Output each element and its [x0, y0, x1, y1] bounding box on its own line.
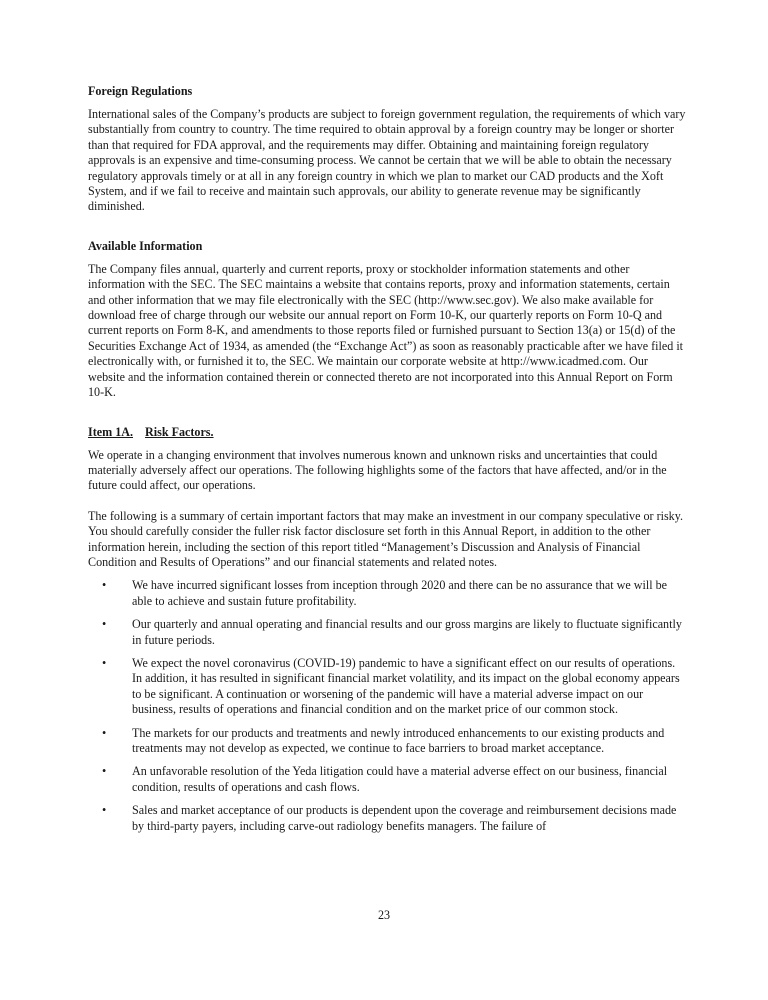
list-item-text: We expect the novel coronavirus (COVID-19) pandemic to have a significant effect on our results of operations. In addition, it has resulted in significant financial market volatility, and its impact on the global economy appears to be significant. A continuation or worsening of the pandemic will have a material adverse impact on our business, results of operations and financial condition and on the market price of our common stock.: [132, 655, 680, 717]
paragraph-foreign-regulations: International sales of the Company’s products are subject to foreign government regulation, the requirements of which vary substantially from country to country. The time required to obtain approval by a foreign country may be longer or shorter than that required for FDA approval, and the requirements may differ. Obtaining and maintaining foreign regulatory approvals is an expensive and time-consuming process. We cannot be certain that we will be able to obtain the necessary regulatory approvals timely or at all in any foreign country in which we plan to market our CAD products and the Xoft System, and if we fail to receive and maintain such approvals, our ability to generate revenue may be significantly diminished.: [88, 107, 686, 214]
section-risk-factors: [88, 425, 686, 835]
item-title: Risk Factors.: [145, 424, 214, 439]
list-item-text: We have incurred significant losses from inception through 2020 and there can be no assurance that we will be able to achieve and sustain future profitability.: [132, 578, 668, 608]
bullet-icon: •: [102, 578, 107, 593]
heading-foreign-regulations: Foreign Regulations: [88, 84, 193, 98]
bullet-icon: •: [102, 764, 107, 779]
list-item-text: Our quarterly and annual operating and financial results and our gross margins are likely to fluctuate significantly in future periods.: [132, 617, 682, 647]
list-item-text: An unfavorable resolution of the Yeda litigation could have a material adverse effect on our business, financial condition, results of operations and cash flows.: [132, 764, 668, 794]
list-item-text: Sales and market acceptance of our products is dependent upon the coverage and reimbursement decisions made by third-party payers, including carve-out radiology benefits managers. The failure of: [132, 803, 677, 833]
page-number: 23: [377, 908, 391, 922]
bullet-icon: •: [102, 803, 107, 818]
list-item-text: The markets for our products and treatments and newly introduced enhancements to our existing products and treatments may not develop as expected, we continue to face barriers to broad market acceptance.: [132, 725, 665, 755]
list-item: [88, 578, 686, 609]
paragraph-risk-summary: The following is a summary of certain important factors that may make an investment in our company speculative or risky. You should carefully consider the fuller risk factor disclosure set forth in this Annual Report, in addition to the other information herein, including the section of this report titled “Management’s Discussion and Analysis of Financial Condition and Results of Operations” and our financial statements and related notes.: [88, 508, 684, 569]
document-page: [88, 84, 686, 842]
list-item: [88, 656, 686, 718]
bullet-icon: •: [102, 617, 107, 632]
risk-summary-list: [88, 578, 686, 834]
section-foreign-regulations: [88, 84, 686, 215]
list-item: [88, 803, 686, 834]
paragraph-available-information: The Company files annual, quarterly and current reports, proxy or stockholder information statements and other information with the SEC. The SEC maintains a website that contains reports, proxy and information statements, certain and other information that we may file electronically with the SEC (http://www.sec.gov). We also make available for download free of charge through our website our annual report on Form 10-K, our quarterly reports on Form 10-Q and current reports on Form 8-K, and amendments to those reports filed or furnished pursuant to Section 13(a) or 15(d) of the Securities Exchange Act of 1934, as amended (the “Exchange Act”) as soon as reasonably practicable after we have filed it electronically with, or furnished it to, the SEC. We maintain our corporate website at http://www.icadmed.com. Our website and the information contained therein or connected thereto are not incorporated into this Annual Report on Form 10-K.: [88, 261, 684, 400]
heading-available-information: Available Information: [88, 238, 203, 253]
list-item: [88, 764, 686, 795]
list-item: [88, 726, 686, 757]
bullet-icon: •: [102, 655, 107, 670]
item-label: Item 1A.: [88, 424, 134, 439]
section-available-information: [88, 239, 686, 401]
paragraph-risk-intro: We operate in a changing environment that involves numerous known and unknown risks and uncertainties that could materially adversely affect our operations. The following highlights some of the factors that have affected, and/or in the future could affect, our operations.: [88, 447, 667, 493]
item-heading: [88, 425, 686, 440]
list-item: [88, 617, 686, 648]
bullet-icon: •: [102, 725, 107, 740]
